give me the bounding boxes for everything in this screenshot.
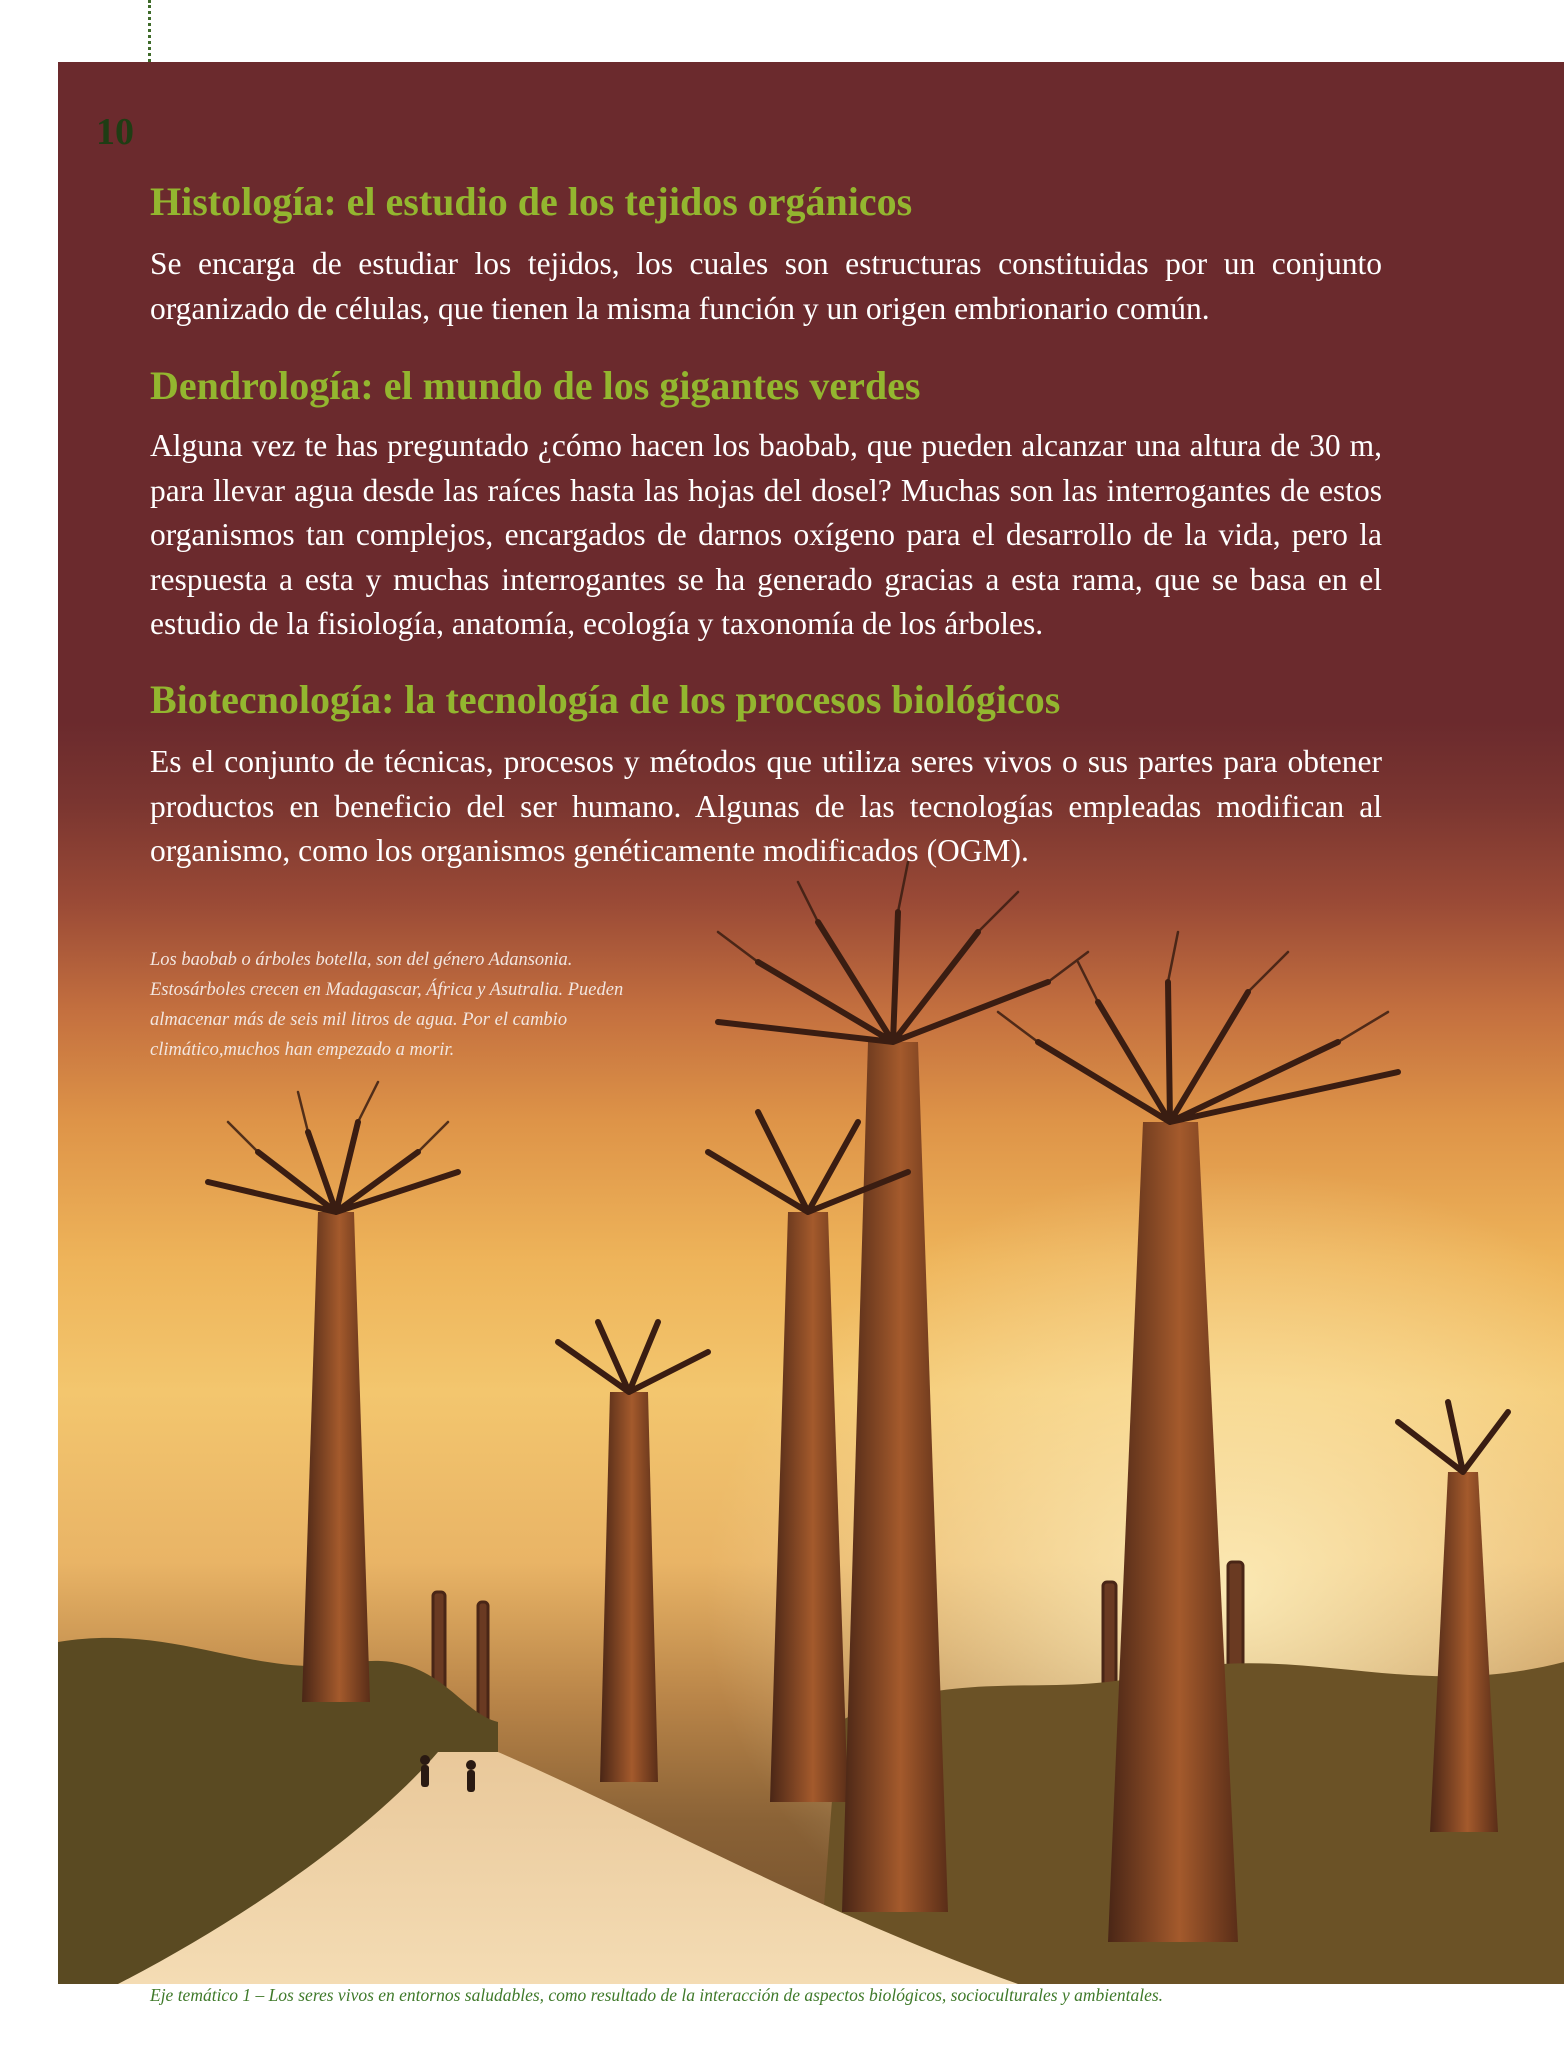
page-number: 10 [96,111,134,153]
section-body-dendrologia: Alguna vez te has preguntado ¿cómo hacen los baobab, que pueden alcanzar una altura de 30 m, para llevar agua desde las raíces hasta las hojas del dosel? Muchas son las interrogantes de estos organismos tan complejos, encargados de darnos oxígeno para el desarrollo de la vida, pero la respuesta a esta y muchas interrogantes se ha generado gracias a esta rama, que se basa en el estudio de la fisiología, anatomía, ecología y taxonomía de los árboles. [150,428,1382,641]
section-heading-histologia: Histología: el estudio de los tejidos orgánicos [150,179,913,224]
section-body-biotecnologia: Es el conjunto de técnicas, procesos y métodos que utiliza seres vivos o sus partes para obtener productos en beneficio del ser humano. Algunas de las tecnologías empleadas modifican al organismo, como los organismos genéticamente modificados (OGM). [150,744,1382,868]
section-heading-dendrologia: Dendrología: el mundo de los gigantes verdes [150,363,921,408]
footer-theme-line: Eje temático 1 – Los seres vivos en entornos saludables, como resultado de la interacción de aspectos biológicos, socioculturales y ambientales. [150,1985,1164,2005]
section-heading-biotecnologia: Biotecnología: la tecnología de los procesos biológicos [150,677,1061,722]
photo-caption: Los baobab o árboles botella, son del género Adansonia. Estosárboles crecen en Madagascar, África y Asutralia. Pueden almacenar más de seis mil litros de agua. Por el cambio climático,muchos han empezado a morir. [150,950,624,1060]
section-body-histologia: Se encarga de estudiar los tejidos, los cuales son estructuras constituidas por un conjunto organizado de células, que tienen la misma función y un origen embrionario común. [150,246,1382,326]
